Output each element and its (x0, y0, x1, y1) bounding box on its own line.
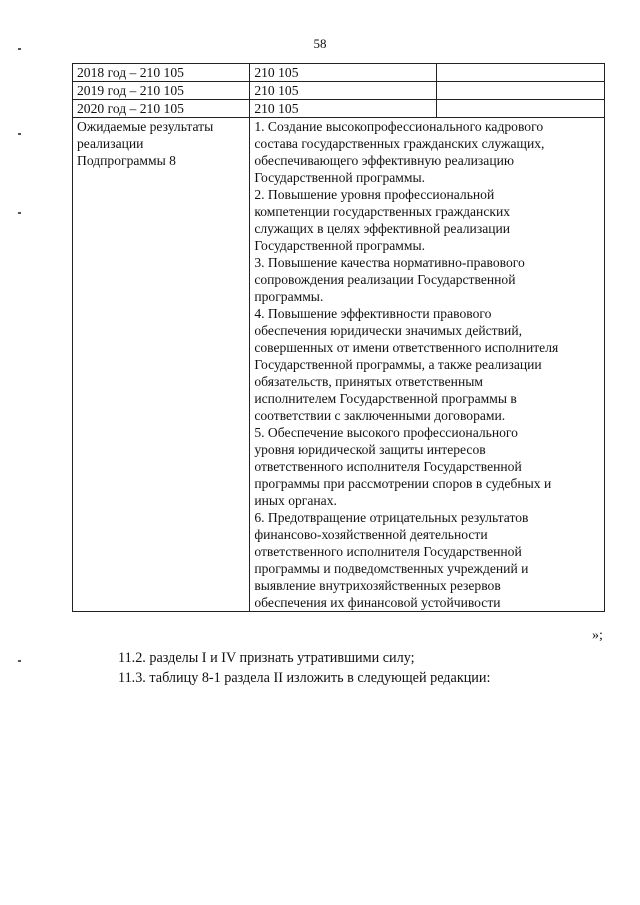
results-label-line: Подпрограммы 8 (77, 153, 176, 168)
results-line: иных органах. (254, 493, 337, 508)
results-label-cell (73, 118, 250, 612)
results-line: служащих в целях эффективной реализации (254, 221, 511, 236)
year-cell: 2020 год – 210 105 (73, 100, 250, 118)
results-line: Государственной программы, а также реализации (254, 357, 542, 372)
extra-cell (436, 100, 604, 118)
results-line: обеспечения юридически значимых действий, (254, 323, 522, 338)
results-line: 3. Повышение качества нормативно-правового (254, 255, 525, 270)
results-label-line: реализации (77, 136, 144, 151)
results-line: уровня юридической защиты интересов (254, 442, 486, 457)
results-line: обеспечения их финансовой устойчивости (254, 595, 501, 610)
table-row (73, 82, 605, 100)
margin-mark (18, 133, 21, 135)
subprogram-table (72, 63, 605, 612)
margin-mark (18, 660, 21, 662)
amount-cell: 210 105 (250, 82, 437, 100)
results-line: 1. Создание высокопрофессионального кадрового (254, 119, 544, 134)
paragraph-11-2: 11.2. разделы I и IV признать утратившими силу; (118, 650, 415, 666)
results-line: состава государственных гражданских служащих, (254, 136, 545, 151)
table-row (73, 100, 605, 118)
results-line: 5. Обеспечение высокого профессионального (254, 425, 518, 440)
results-line: Государственной программы. (254, 170, 426, 185)
results-line: совершенных от имени ответственного исполнителя (254, 340, 559, 355)
extra-cell (436, 64, 604, 82)
results-row (73, 118, 605, 612)
results-line: исполнителем Государственной программы в (254, 391, 517, 406)
results-line: 6. Предотвращение отрицательных результатов (254, 510, 529, 525)
amount-cell: 210 105 (250, 64, 437, 82)
results-line: программы и подведомственных учреждений и (254, 561, 529, 576)
results-line: Государственной программы. (254, 238, 426, 253)
results-line: ответственного исполнителя Государственной (254, 459, 522, 474)
table-row (73, 64, 605, 82)
results-line: 2. Повышение уровня профессиональной (254, 187, 495, 202)
results-label-line: Ожидаемые результаты (77, 119, 214, 134)
results-line: программы при рассмотрении споров в судебных и (254, 476, 552, 491)
margin-mark (18, 48, 21, 50)
extra-cell (436, 82, 604, 100)
results-line: обязательств, принятых ответственным (254, 374, 483, 389)
year-cell: 2019 год – 210 105 (73, 82, 250, 100)
results-line: ответственного исполнителя Государственной (254, 544, 522, 559)
results-text-cell (250, 118, 605, 612)
results-line: компетенции государственных гражданских (254, 204, 511, 219)
results-line: сопровождения реализации Государственной (254, 272, 516, 287)
results-line: соответствии с заключенными договорами. (254, 408, 506, 423)
page-number: 58 (313, 36, 327, 51)
results-line: выявление внутрихозяйственных резервов (254, 578, 501, 593)
margin-mark (18, 212, 21, 214)
results-line: финансово-хозяйственной деятельности (254, 527, 488, 542)
results-line: обеспечивающего эффективную реализацию (254, 153, 515, 168)
year-cell: 2018 год – 210 105 (73, 64, 250, 82)
results-line: программы. (254, 289, 324, 304)
paragraph-11-3: 11.3. таблицу 8-1 раздела II изложить в следующей редакции: (118, 670, 491, 686)
results-line: 4. Повышение эффективности правового (254, 306, 492, 321)
amount-cell: 210 105 (250, 100, 437, 118)
closing-quote: »; (592, 628, 603, 643)
